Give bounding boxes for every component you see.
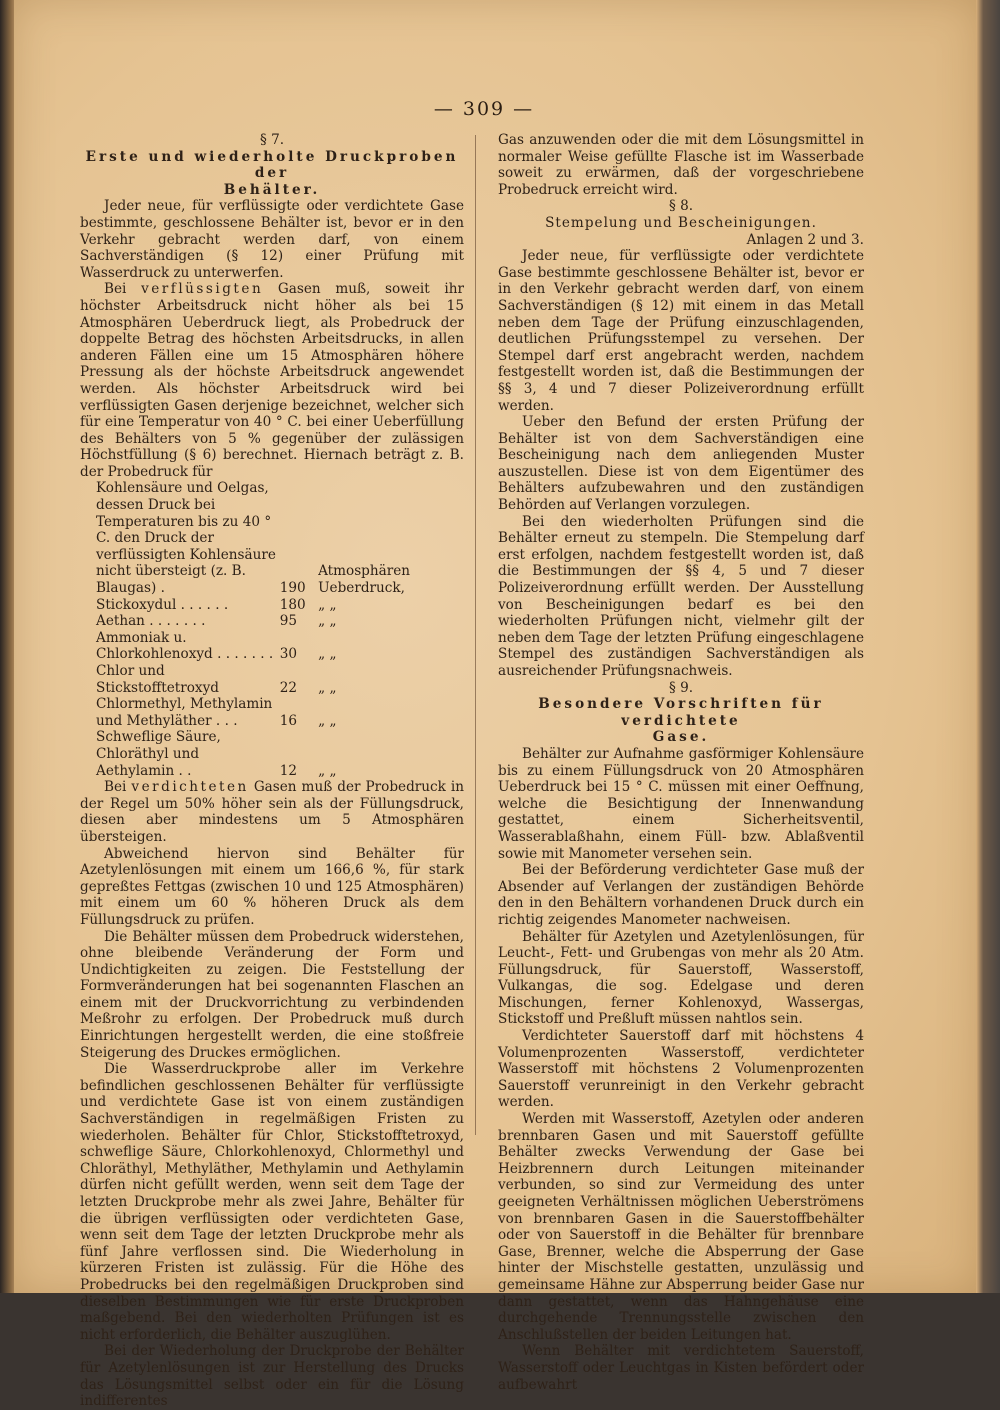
gas-name: Kohlensäure und Oelgas, dessen Druck bei Temperaturen bis zu 40 ° C. den Druck der verflüssigten Kohlensäure nicht übersteigt (z. B. Blaugas) . xyxy=(96,480,276,597)
gas-name: Stickoxydul . . . . . . xyxy=(96,596,229,613)
emphasis: verflüssigten xyxy=(141,281,264,298)
section-8-annex: Anlagen 2 und 3. xyxy=(746,231,864,248)
page-number: — 309 — xyxy=(433,98,535,120)
pressure-unit: „ „ xyxy=(318,762,337,779)
paragraph: Behälter für Azetylen und Azetylenlösungen, für Leucht-, Fett- und Grubengas von mehr als 20 Atm. Füllungsdruck, für Sauerstoff, Wasserstoff, Vulkangas, die sog. Edelgase und deren Mischungen, ferner Kohlenoxyd, Wassergas, Stickstoff und Preßluft müssen nahtlos sein. xyxy=(498,928,864,1028)
pressure-unit: „ „ xyxy=(318,646,337,663)
paragraph: Die Behälter müssen dem Probedruck widerstehen, ohne bleibende Veränderung der Form und Undichtigkeiten zu zeigen. Die Feststellung der Formveränderungen hat bei sogenannten Flaschen an einem mit der Druckvorrichtung zu verbindenden Meßrohr zu erfolgen. Der Probedruck muß durch Einrichtungen hergestellt werden, die eine stoßfreie Steigerung des Druckes ermöglichen. xyxy=(80,928,464,1061)
paragraph: Bei der Beförderung verdichteter Gase muß der Absender auf Verlangen der zuständigen Behörde den in den Behältern vorhandenen Druck durch ein richtig zeigendes Manometer nachweisen. xyxy=(498,862,864,928)
right-column xyxy=(498,132,864,1393)
table-row xyxy=(80,696,464,729)
pressure-value: 95 xyxy=(279,613,297,630)
paragraph: Ueber den Befund der ersten Prüfung der Behälter ist von dem Sachverständigen eine Bescheinigung nach dem anliegenden Muster auszustellen. Diese ist von dem Eigentümer des Behälters aufzubewahren und den zuständigen Behörden auf Verlangen vorzulegen. xyxy=(498,414,864,514)
gas-name: Chlor und Stickstofftetroxyd xyxy=(96,663,219,696)
paragraph: Bei den wiederholten Prüfungen sind die Behälter erneut zu stempeln. Die Stempelung darf erst erfolgen, nachdem festgestellt worden ist, daß die Bestimmungen der §§ 4, 5 und 7 dieser Polizeiverordnung erfüllt werden. Der Ausstellung von Bescheinigungen bedarf es bei den wiederholten Prüfungen nicht, vielmehr gilt der neben dem Tage der letzten Prüfung eingeschlagene Stempel des zuständigen Sachverständigen als ausreichender Prüfungsnachweis. xyxy=(498,513,864,679)
paragraph xyxy=(80,281,464,480)
section-9-number: § 9. xyxy=(668,679,694,696)
pressure-value: 12 xyxy=(279,762,297,779)
section-9-title-line2: Gase. xyxy=(652,729,710,746)
column-divider xyxy=(475,135,476,1135)
pressure-value: 30 xyxy=(279,646,297,663)
paragraph: Bei der Wiederholung der Druckprobe der Behälter für Azetylenlösungen ist zur Herstellung des Drucks das Lösungsmittel selbst oder ein für die Lösung indifferentes xyxy=(80,1343,464,1410)
section-7-title-line1: Erste und wiederholte Druckproben der xyxy=(85,148,459,182)
paragraph: Abweichend hiervon sind Behälter für Azetylenlösungen mit einem um 166,6 %, für stark gepreßtes Fettgas (zwischen 10 und 125 Atmosphären) mit einem um 60 % höheren Druck als dem Füllungsdruck zu prüfen. xyxy=(80,845,464,928)
section-7-title-line2: Behälter. xyxy=(223,181,321,198)
document-page xyxy=(14,0,978,1410)
gas-name: Aethan . . . . . . . xyxy=(96,613,206,630)
paragraph: Verdichteter Sauerstoff darf mit höchstens 4 Volumenprozenten Wasserstoff, verdichteter Wasserstoff mit höchstens 2 Volumenprozenten Sauerstoff verunreinigt in den Verkehr gebracht werden. xyxy=(498,1028,864,1111)
text: Bei xyxy=(104,281,127,298)
test-pressure-table xyxy=(80,480,464,779)
paragraph: Werden mit Wasserstoff, Azetylen oder anderen brennbaren Gasen und mit Sauerstoff gefüllte Behälter zwecks Verwendung der Gase bei Heizbrennern durch Leitungen miteinander verbunden, so sind zur Vermeidung des unter geeigneten Verhältnissen möglichen Ueberströmens von brennbaren Gasen in die Sauerstoffbehälter oder von Sauerstoff in die Behälter für brennbare Gase, Brenner, welche die Absperrung der Gase hinter der Mischstelle gestatten, unzulässig und gemeinsame Hähne zur Absperrung beider Gase nur dann gestattet, wenn das Hahngehäuse eine durchgehende Trennungsstelle zwischen den Anschlußstellen der beiden Leitungen hat. xyxy=(498,1111,864,1343)
pressure-unit: „ „ xyxy=(318,596,337,613)
table-row xyxy=(80,663,464,696)
section-7-number: § 7. xyxy=(259,132,285,148)
text: Bei xyxy=(104,779,127,796)
paragraph xyxy=(80,779,464,845)
table-row xyxy=(80,597,464,614)
pressure-unit: „ „ xyxy=(318,679,337,696)
pressure-unit: „ „ xyxy=(318,613,337,630)
paragraph: Jeder neue, für verflüssigte oder verdichtete Gase bestimmte, geschlossene Behälter ist, bevor er in den Verkehr gebracht werden darf, von einem Sachverständigen (§ 12) einer Prüfung mit Wasserdruck zu unterwerfen. xyxy=(80,198,464,281)
pressure-unit: „ „ xyxy=(318,712,337,729)
paragraph: Wenn Behälter mit verdichtetem Sauerstoff, Wasserstoff oder Leuchtgas in Kisten befördert oder aufbewahrt xyxy=(498,1343,864,1393)
section-8-number: § 8. xyxy=(668,198,694,215)
paragraph: Jeder neue, für verflüssigte oder verdichtete Gase bestimmte geschlossene Behälter ist, bevor er in den Verkehr gebracht werden darf, von einem Sachverständigen (§ 12) mit einem in das Metall neben dem Tage der Prüfung einzuschlagenden, deutlichen Prüfungsstempel zu versehen. Der Stempel darf erst angebracht werden, nachdem festgestellt worden ist, daß die Bestimmungen der §§ 3, 4 und 7 dieser Polizeiverordnung erfüllt werden. xyxy=(498,248,864,414)
table-row xyxy=(80,630,464,663)
pressure-value: 22 xyxy=(279,679,297,696)
pressure-value: 190 xyxy=(279,580,306,597)
paragraph: Gas anzuwenden oder die mit dem Lösungsmittel in normaler Weise gefüllte Flasche ist im Wasserbade soweit zu erwärmen, daß der vorgeschriebene Probedruck erreicht wird. xyxy=(498,132,864,198)
text: Gasen muß der Probedruck in der Regel um 50% höher sein als der Füllungsdruck, diesen aber mindestens um 5 Atmosphären übersteigen. xyxy=(80,779,464,845)
section-9-title-line1: Besondere Vorschriften für verdichtete xyxy=(538,696,824,729)
section-8-title: Stempelung und Bescheinigungen. xyxy=(545,214,817,231)
pressure-value: 180 xyxy=(279,596,306,613)
paragraph: Behälter zur Aufnahme gasförmiger Kohlensäure bis zu einem Füllungsdruck von 20 Atmosphären Ueberdruck bei 15 ° C. müssen mit einer Oeffnung, welche die Besichtigung der Innenwandung gestattet, einem Sicherheitsventil, Wasserablaßhahn, einem Füll- bzw. Ablaßventil sowie mit Manometer versehen sein. xyxy=(498,745,864,862)
right-page-edge xyxy=(976,0,1000,1293)
emphasis: verdichteten xyxy=(131,779,249,796)
paragraph: Die Wasserdruckprobe aller im Verkehre befindlichen geschlossenen Behälter für verflüssigte und verdichtete Gase ist von einem zuständigen Sachverständigen in regelmäßigen Fristen zu wiederholen. Behälter für Chlor, Stickstofftetroxyd, schweflige Säure, Chlorkohlenoxyd, Chlormethyl und Chloräthyl, Methyläther, Methylamin und Aethylamin dürfen nicht gefüllt werden, wenn seit dem Tage der letzten Druckprobe mehr als zwei Jahre, Behälter für die übrigen verflüssigten oder verdichteten Gase, wenn seit dem Tage der letzten Druckprobe mehr als fünf Jahre verflossen sind. Die Wiederholung in kürzeren Fristen ist zulässig. Für die Höhe des Probedrucks bei den regelmäßigen Druckproben sind dieselben Bestimmungen wie für erste Druckproben maßgebend. Bei den wiederholten Prüfungen ist es nicht erforderlich, die Behälter auszuglühen. xyxy=(80,1061,464,1343)
gas-name: Ammoniak u. Chlorkohlenoxyd . . . . . . . xyxy=(96,629,274,663)
gas-name: Schweflige Säure, Chloräthyl und Aethylamin . . xyxy=(96,729,221,779)
table-row xyxy=(80,729,464,779)
gas-name: Chlormethyl, Methylamin und Methyläther . . . xyxy=(96,696,273,729)
left-column xyxy=(80,132,464,1410)
table-row xyxy=(80,480,464,596)
text: Gasen muß, soweit ihr höchster Arbeitsdruck nicht höher als bei 15 Atmosphären Ueberdruck liegt, als Probedruck der doppelte Betrag des höchsten Arbeitsdrucks, in allen anderen Fällen eine um 15 Atmosphären höhere Pressung als der höchste Arbeitsdruck angewendet werden. Als höchster Arbeitsdruck wird bei verflüssigten Gasen derjenige bezeichnet, welcher sich für eine Temperatur von 40 ° C. bei einer Ueberfüllung des Behälters von 5 % gegenüber der zulässigen Höchstfüllung (§ 6) berechnet. Hiernach beträgt z. B. der Probedruck für xyxy=(80,281,464,480)
pressure-unit: Atmosphären Ueberdruck, xyxy=(318,563,411,597)
pressure-value: 16 xyxy=(279,712,297,729)
table-row xyxy=(80,613,464,630)
